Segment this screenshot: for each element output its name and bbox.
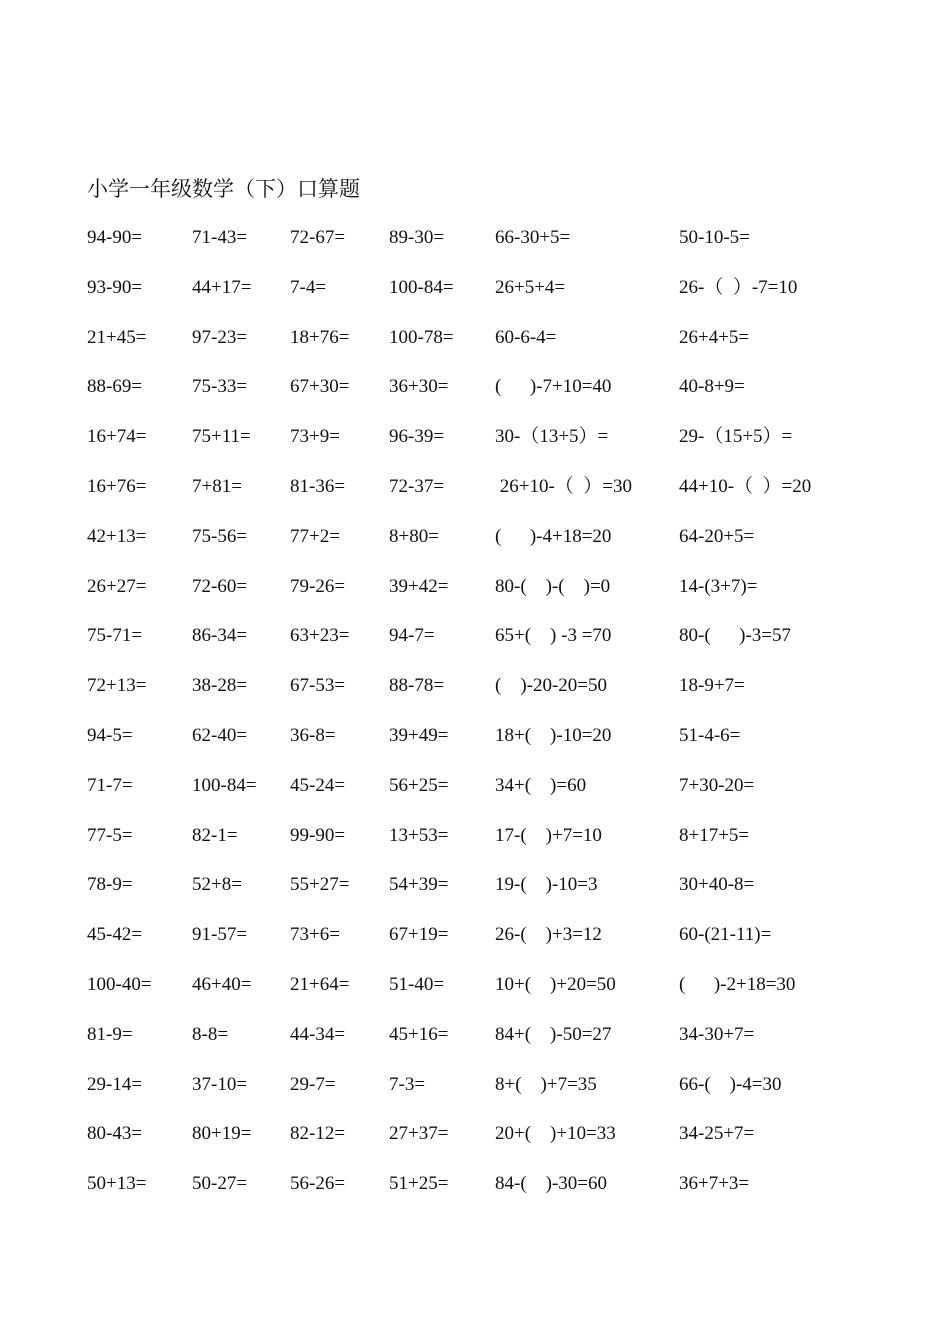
problem-cell: 50+13= [87, 1173, 147, 1195]
problem-cell: 100-40= [87, 973, 152, 995]
problem-cell: 18+76= [290, 326, 350, 348]
problem-cell: 8-8= [192, 1023, 229, 1045]
problem-cell: 67+19= [389, 924, 449, 946]
problem-cell: 30-（13+5）= [495, 426, 609, 448]
problem-cell: 94-90= [87, 227, 143, 248]
problem-cell: 7+30-20= [679, 774, 755, 796]
problem-cell: 94-5= [87, 724, 133, 746]
problem-cell: 39+42= [389, 575, 449, 597]
problem-cell: 51-4-6= [679, 724, 741, 746]
problem-cell: 45-24= [290, 774, 346, 796]
problem-cell: 100-84= [389, 276, 454, 298]
problem-cell: 86-34= [192, 625, 248, 647]
problem-cell: 36+7+3= [679, 1173, 750, 1195]
problem-cell: 72-37= [389, 475, 445, 497]
problem-cell: 37-10= [192, 1073, 248, 1095]
problem-cell: 29-14= [87, 1073, 143, 1095]
problem-cell: 51+25= [389, 1173, 449, 1195]
problem-cell: 29-（15+5）= [679, 426, 793, 448]
problem-cell: 93-90= [87, 276, 143, 298]
problem-cell: 79-26= [290, 575, 346, 597]
problem-cell: 82-12= [290, 1123, 346, 1145]
problem-cell: 84-( )-30=60 [495, 1173, 608, 1195]
problem-cell: 44-34= [290, 1023, 346, 1045]
problem-cell: 80+19= [192, 1123, 252, 1145]
problem-cell: 45+16= [389, 1023, 449, 1045]
problem-cell: 50-10-5= [679, 227, 750, 248]
problem-cell: 45-42= [87, 924, 143, 946]
problem-cell: 51-40= [389, 973, 445, 995]
problem-cell: 26-( )+3=12 [495, 924, 602, 946]
problem-cell: 26-（ ）-7=10 [679, 276, 798, 298]
problem-cell: 18-9+7= [679, 675, 745, 697]
problem-cell: 100-84= [192, 774, 257, 796]
problem-cell: 75-33= [192, 376, 248, 398]
problem-cell: ( )-7+10=40 [495, 376, 612, 398]
problem-cell: 18+( )-10=20 [495, 724, 612, 746]
problem-cell: 26+27= [87, 575, 147, 597]
problem-cell: 80-( )-( )=0 [495, 575, 611, 597]
problem-cell: 56-26= [290, 1173, 346, 1195]
problem-cell: 44+10-（ ）=20 [679, 475, 812, 497]
problem-cell: 72-67= [290, 227, 346, 248]
problem-cell: 78-9= [87, 874, 133, 896]
problem-cell: 16+76= [87, 475, 147, 497]
problem-cell: 77-5= [87, 824, 133, 846]
problem-cell: 14-(3+7)= [679, 575, 758, 597]
problem-cell: 71-7= [87, 774, 133, 796]
problem-cell: 42+13= [87, 525, 147, 547]
problem-cell: 64-20+5= [679, 525, 755, 547]
problem-cell: 8+80= [389, 525, 439, 547]
problem-cell: 65+( ) -3 =70 [495, 625, 612, 647]
problem-cell: 36-8= [290, 724, 336, 746]
problem-cell: 71-43= [192, 227, 248, 248]
problem-cell: 7-4= [290, 276, 327, 298]
problem-cell: ( )-4+18=20 [495, 525, 612, 547]
problem-cell: 77+2= [290, 525, 340, 547]
problem-cell: 38-28= [192, 675, 248, 697]
problem-cell: 20+( )+10=33 [495, 1123, 616, 1145]
problem-cell: 21+64= [290, 973, 350, 995]
problem-cell: 82-1= [192, 824, 238, 846]
problem-cell: 16+74= [87, 426, 147, 448]
problem-cell: 50-27= [192, 1173, 248, 1195]
problem-cell: 88-69= [87, 376, 143, 398]
problem-cell: 91-57= [192, 924, 248, 946]
problem-cell: 34-25+7= [679, 1123, 755, 1145]
problem-cell: 44+17= [192, 276, 252, 298]
problem-cell: 10+( )+20=50 [495, 973, 616, 995]
worksheet-title: 小学一年级数学（下）口算题 [87, 177, 360, 201]
problem-cell: 66-( )-4=30 [679, 1073, 782, 1095]
problem-cell: 13+53= [389, 824, 449, 846]
problem-cell: 89-30= [389, 227, 445, 248]
problem-cell: 7+81= [192, 475, 242, 497]
problem-cell: 62-40= [192, 724, 248, 746]
problem-cell: 99-90= [290, 824, 346, 846]
problem-cell: 80-( )-3=57 [679, 625, 792, 647]
problem-cell: 30+40-8= [679, 874, 755, 896]
problem-cell: 19-( )-10=3 [495, 874, 598, 896]
problem-cell: 72+13= [87, 675, 147, 697]
problem-cell: ( )-2+18=30 [679, 973, 796, 995]
problem-cell: ( )-20-20=50 [495, 675, 608, 697]
problem-cell: 55+27= [290, 874, 350, 896]
problem-cell: 94-7= [389, 625, 435, 647]
problem-cell: 36+30= [389, 376, 449, 398]
problem-cell: 21+45= [87, 326, 147, 348]
problem-cell: 54+39= [389, 874, 449, 896]
problem-cell: 60-6-4= [495, 326, 557, 348]
problem-cell: 56+25= [389, 774, 449, 796]
problem-cell: 88-78= [389, 675, 445, 697]
problem-cell: 75-71= [87, 625, 143, 647]
problem-cell: 63+23= [290, 625, 350, 647]
problem-cell: 81-9= [87, 1023, 133, 1045]
problem-cell: 8+17+5= [679, 824, 750, 846]
problem-cell: 34-30+7= [679, 1023, 755, 1045]
problem-cell: 26+10-（ ）=30 [495, 475, 633, 497]
problem-cell: 27+37= [389, 1123, 449, 1145]
problem-cell: 67-53= [290, 675, 346, 697]
problem-cell: 52+8= [192, 874, 242, 896]
problem-cell: 75-56= [192, 525, 248, 547]
problem-cell: 7-3= [389, 1073, 426, 1095]
problem-cell: 26+4+5= [679, 326, 750, 348]
problem-cell: 72-60= [192, 575, 248, 597]
problem-cell: 8+( )+7=35 [495, 1073, 597, 1095]
problem-cell: 73+6= [290, 924, 340, 946]
problem-cell: 46+40= [192, 973, 252, 995]
problem-cell: 67+30= [290, 376, 350, 398]
problem-cell: 97-23= [192, 326, 248, 348]
problem-cell: 17-( )+7=10 [495, 824, 602, 846]
problem-cell: 81-36= [290, 475, 346, 497]
problem-cell: 100-78= [389, 326, 454, 348]
problem-cell: 66-30+5= [495, 227, 571, 248]
problem-cell: 40-8+9= [679, 376, 745, 398]
problem-cell: 60-(21-11)= [679, 924, 772, 946]
problem-cell: 39+49= [389, 724, 449, 746]
problem-cell: 29-7= [290, 1073, 336, 1095]
problem-cell: 96-39= [389, 426, 445, 448]
problem-cell: 75+11= [192, 426, 251, 448]
problem-cell: 34+( )=60 [495, 774, 587, 796]
problem-cell: 26+5+4= [495, 276, 566, 298]
problem-cell: 80-43= [87, 1123, 143, 1145]
problem-cell: 73+9= [290, 426, 340, 448]
problem-cell: 84+( )-50=27 [495, 1023, 612, 1045]
